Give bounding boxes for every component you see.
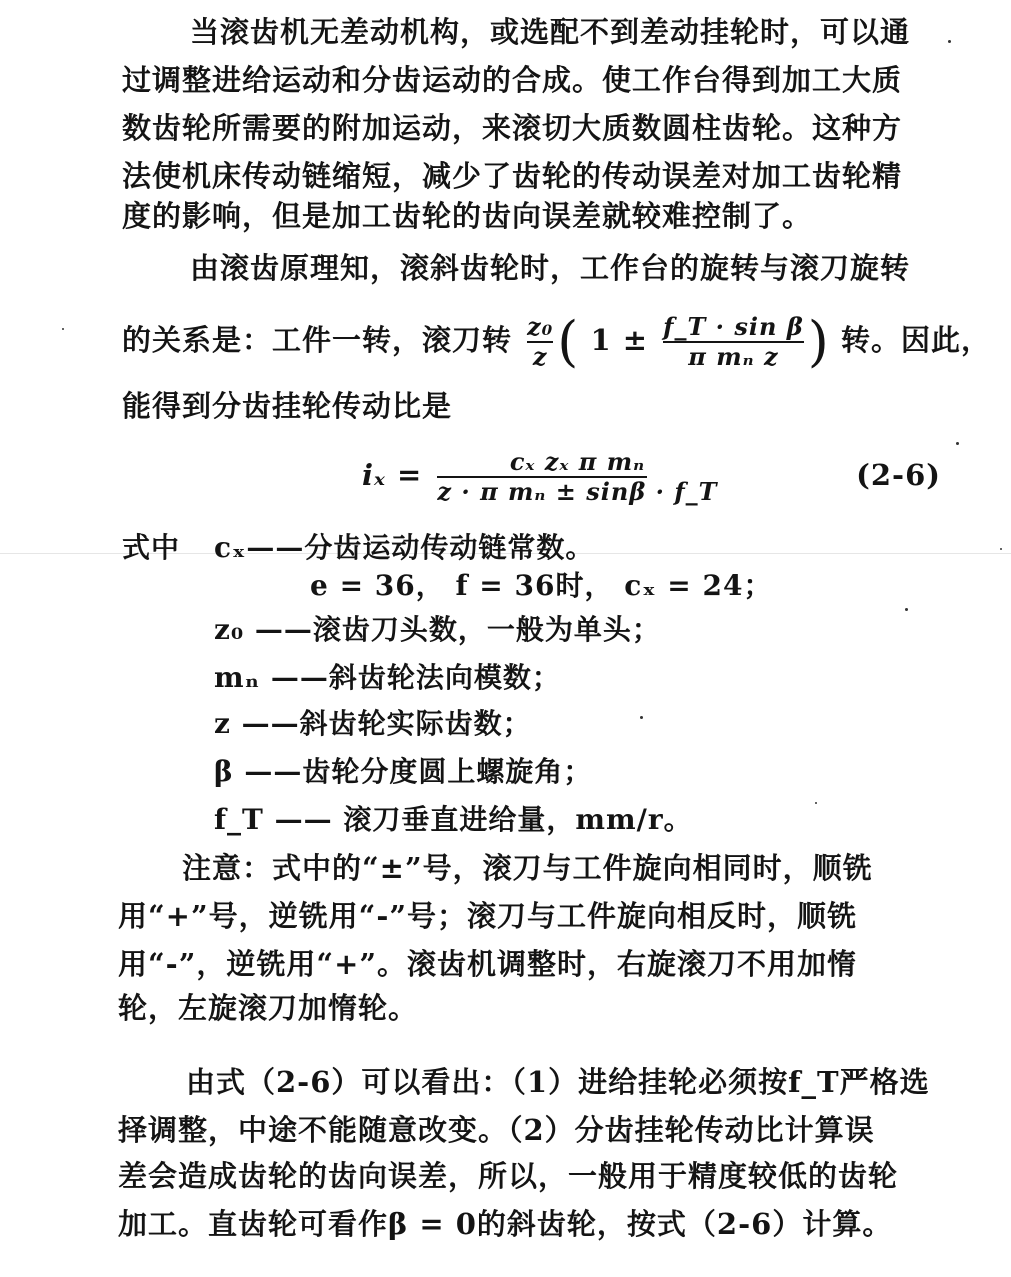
legend-item: β ——齿轮分度圆上螺旋角； bbox=[214, 755, 593, 788]
formula-numerator: cₓ zₓ π mₙ bbox=[509, 447, 646, 476]
legend-item: f_T —— 滚刀垂直进给量，mm/r。 bbox=[214, 803, 693, 836]
legend-intro: 式中 bbox=[122, 531, 181, 564]
legend-item: cₓ——分齿运动传动链常数。 bbox=[214, 531, 595, 564]
note-line-1: 注意：式中的“±”号，滚刀与工件旋向相同时，顺铣 bbox=[182, 851, 873, 885]
inner-fraction bbox=[663, 314, 804, 370]
para2-line-2-suffix: 转。因此， bbox=[840, 323, 991, 357]
ratio-numerator: z₀ bbox=[527, 312, 554, 341]
conclusion-line-2: 择调整，中途不能随意改变。（2）分齿挂轮传动比计算误 bbox=[118, 1113, 875, 1147]
legend-item: z₀ ——滚齿刀头数，一般为单头； bbox=[214, 613, 661, 646]
formula-fraction bbox=[437, 449, 717, 505]
note-line-3: 用“-”，逆铣用“+”。滚齿机调整时，右旋滚刀不用加惰 bbox=[118, 947, 858, 981]
formula-number: (2-6) bbox=[856, 458, 941, 492]
conclusion-line-1: 由式（2-6）可以看出：（1）进给挂轮必须按f_T严格选 bbox=[186, 1065, 930, 1099]
inner-one: 1 ± bbox=[590, 323, 649, 357]
para2-line-2: 的关系是：工件一转，滚刀转 $\frac{\text{z₀}}{z}$ ( 1 ± $\frac{\text{f\_T · sin β}}{\text{π mₙ z}}$ ) 转。因此， bbox=[122, 310, 991, 373]
legend-item: z ——斜齿轮实际齿数； bbox=[214, 707, 532, 740]
legend-item: mₙ ——斜齿轮法向模数； bbox=[214, 661, 561, 694]
para2-line-3: 能得到分齿挂轮传动比是 bbox=[122, 389, 453, 423]
note-line-4: 轮，左旋滚刀加惰轮。 bbox=[118, 991, 419, 1025]
conclusion-line-4: 加工。直齿轮可看作β = 0的斜齿轮，按式（2-6）计算。 bbox=[118, 1207, 893, 1241]
para2-line-2-prefix: 的关系是：工件一转，滚刀转 bbox=[122, 323, 513, 357]
ratio-fraction bbox=[527, 314, 553, 370]
formula-denominator: z · π mₙ ± sinβ · f_T bbox=[437, 477, 718, 506]
legend-item: e = 36， f = 36时， cₓ = 24； bbox=[310, 569, 773, 602]
conclusion-line-3: 差会造成齿轮的齿向误差，所以，一般用于精度较低的齿轮 bbox=[118, 1159, 899, 1193]
para2-line-1: 由滚齿原理知，滚斜齿轮时，工作台的旋转与滚刀旋转 bbox=[190, 251, 911, 285]
para1-line-2: 过调整进给运动和分齿运动的合成。使工作台得到加工大质 bbox=[122, 63, 903, 97]
inner-denominator: π mₙ z bbox=[688, 342, 779, 371]
para1-line-3: 数齿轮所需要的附加运动，来滚切大质数圆柱齿轮。这种方 bbox=[122, 111, 903, 145]
ratio-denominator: z bbox=[532, 342, 548, 371]
inner-numerator: f_T · sin β bbox=[663, 312, 804, 341]
para1-line-4: 法使机床传动链缩短，减少了齿轮的传动误差对加工齿轮精 bbox=[122, 159, 903, 193]
para1-line-1: 当滚齿机无差动机构，或选配不到差动挂轮时，可以通 bbox=[190, 15, 911, 49]
formula-lhs: iₓ = bbox=[362, 458, 423, 492]
formula-2-6 bbox=[362, 440, 722, 510]
para1-line-5: 度的影响，但是加工齿轮的齿向误差就较难控制了。 bbox=[122, 199, 813, 233]
note-line-2: 用“+”号，逆铣用“-”号；滚刀与工件旋向相反时，顺铣 bbox=[118, 899, 858, 933]
